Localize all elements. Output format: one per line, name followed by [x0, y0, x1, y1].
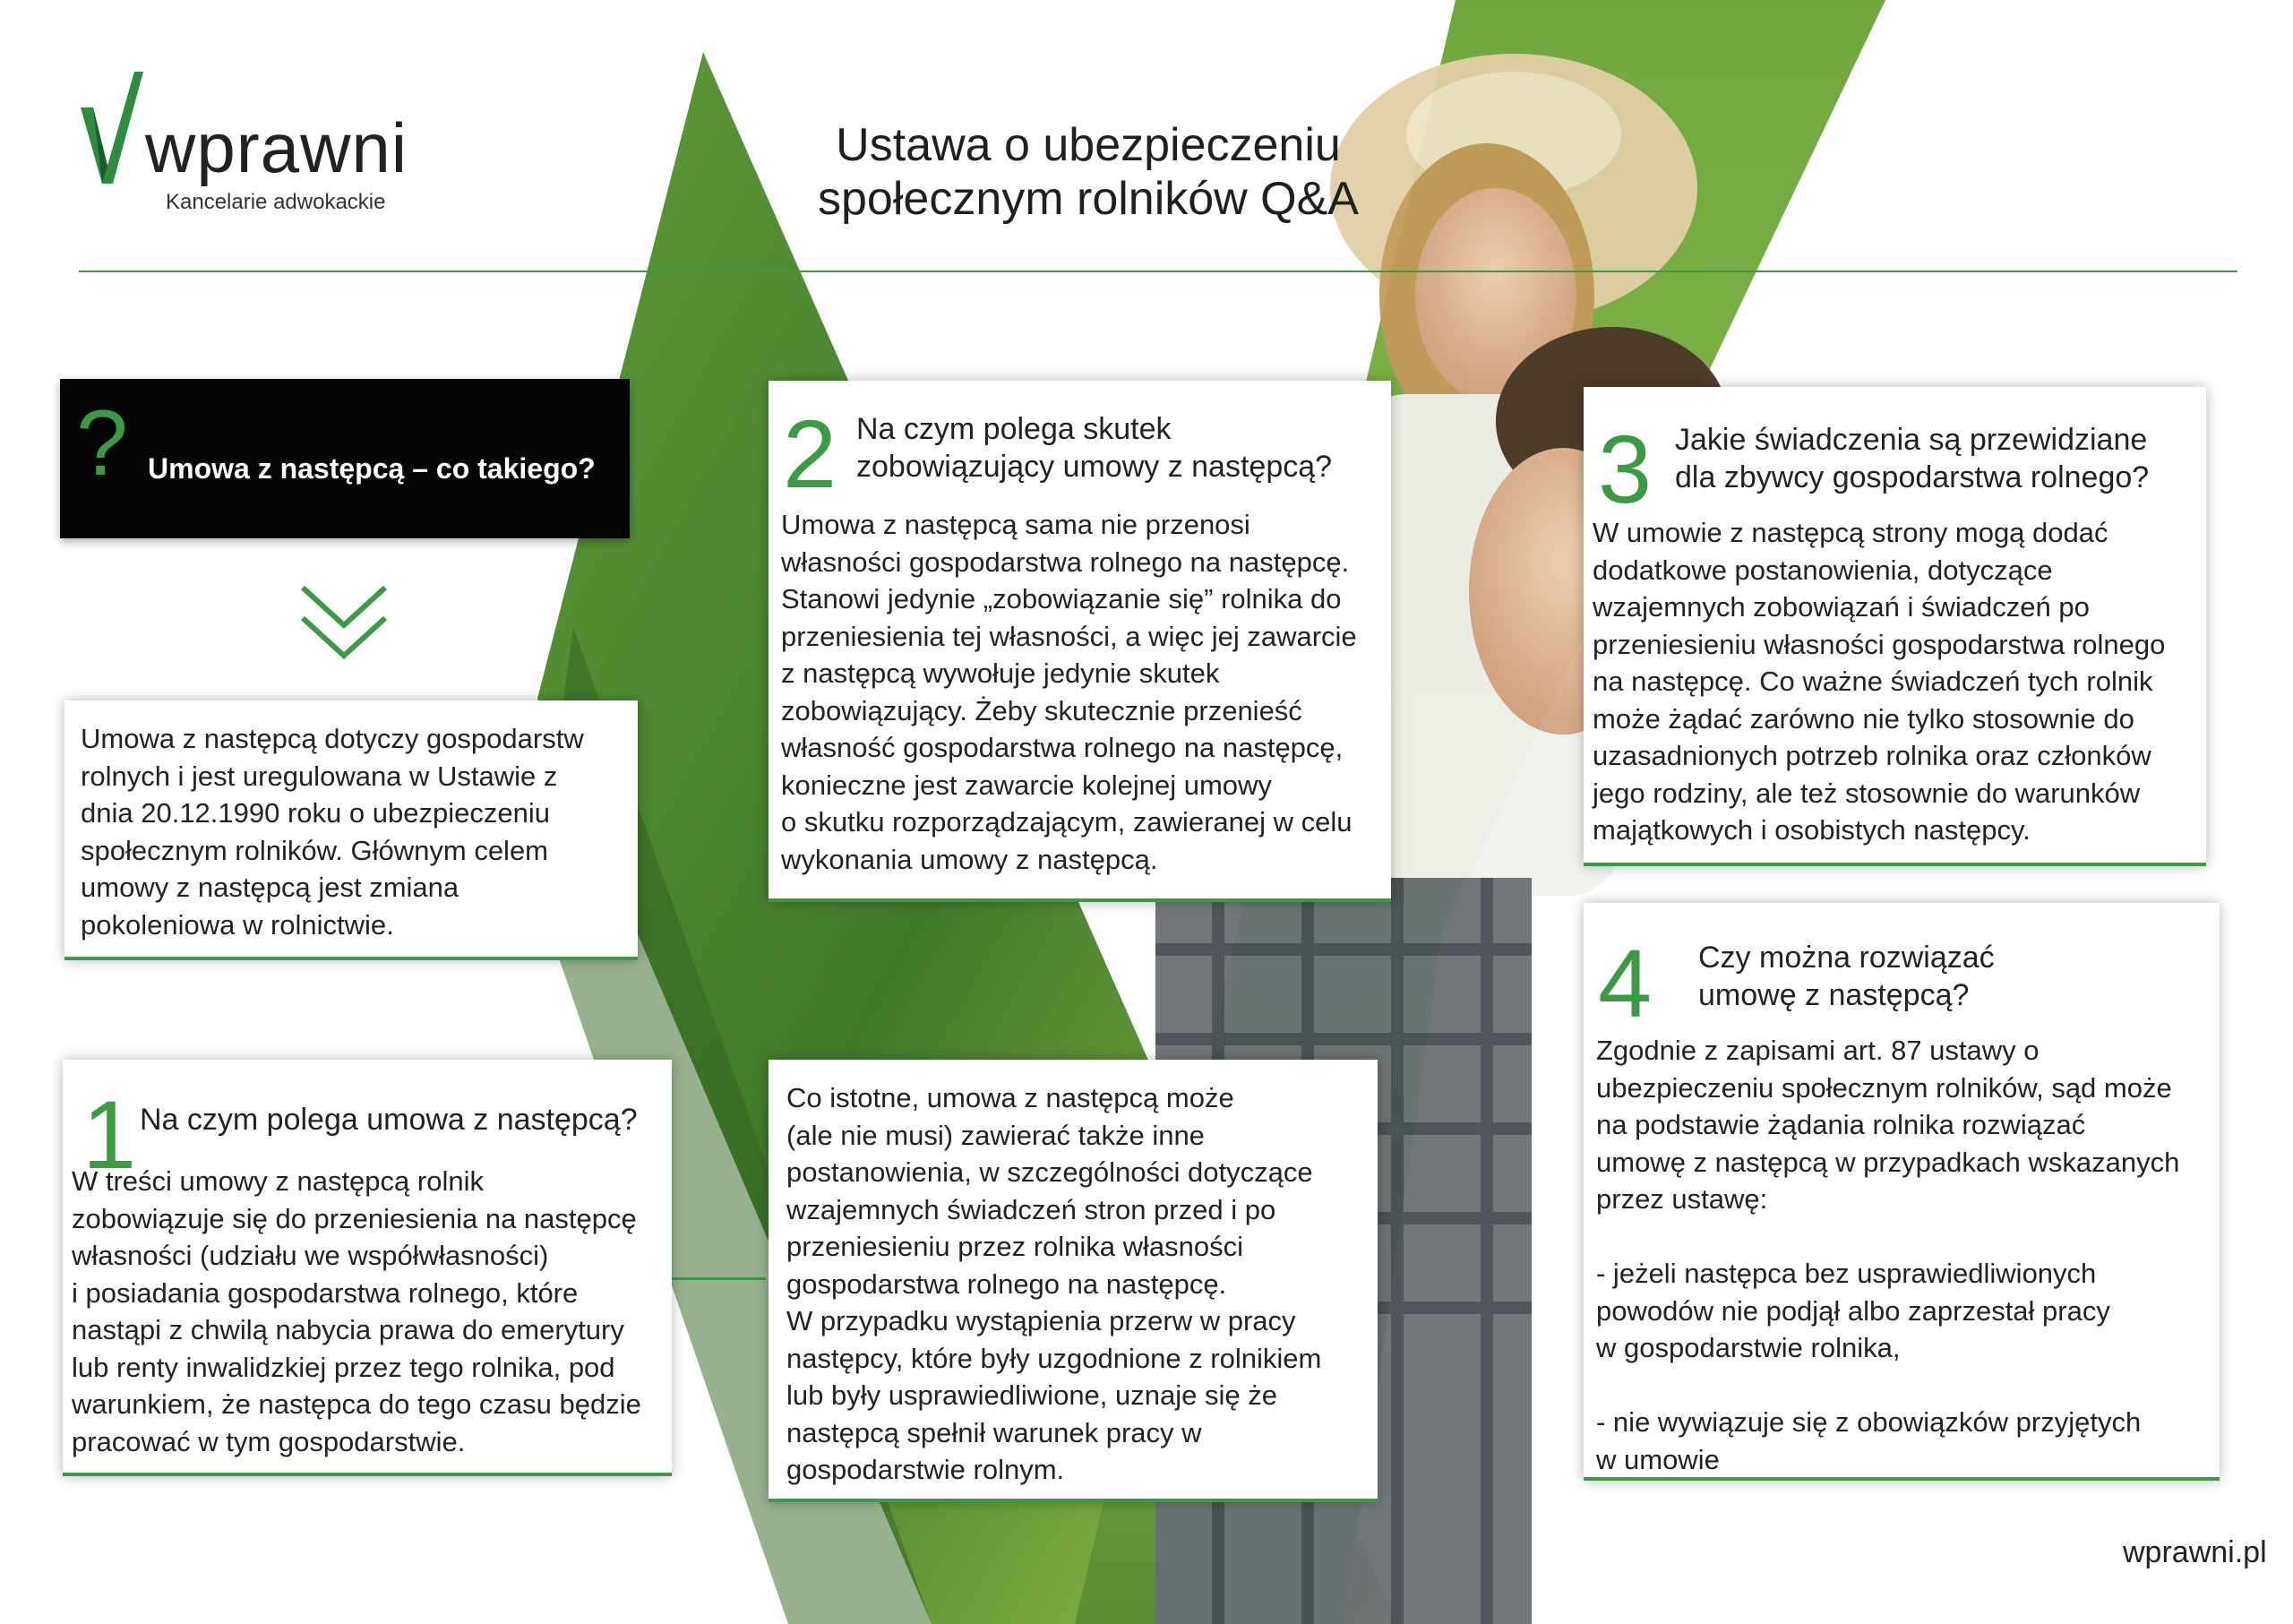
chevron-down-icon [299, 584, 389, 663]
intro-question-text: Umowa z następcą – co takiego? [148, 452, 596, 485]
q3-card [1584, 387, 2206, 866]
q1-card [63, 1060, 672, 1476]
logo[interactable] [81, 72, 408, 224]
q2-continued-card [769, 1060, 1378, 1502]
q1-body: W treści umowy z następcą rolnik zobowiązuje się do przeniesienia na następcę własności (udziału we współwłasności) i posiadania gospodarstwa rolnego, które nastąpi z chwilą nabycia prawa do emerytury lub renty inwalidzkiej przez tego rolnika, pod warunkiem, że następca do tego czasu będzie pracować w tym gospodarstwie. [72, 1165, 641, 1457]
q4-number: 4 [1598, 929, 1653, 1037]
q2-body: Umowa z następcą sama nie przenosi własności gospodarstwa rolnego na następcę. Stanowi jedynie „zobowiązanie się” rolnika do przeniesienia tej własności, a więc jej zawarcie z następcą wywołuje jedynie skutek zobowiązujący. Żeby skutecznie przenieść własność gospodarstwa rolnego na następcę, konieczne jest zawarcie kolejnej umowy o skutku rozporządzającym, zawieranej w celu wykonania umowy z następcą. [781, 509, 1357, 875]
q3-title: Jakie świadczenia są przewidziane dla zbywcy gospodarstwa rolnego? [1675, 423, 2150, 494]
q4-title: Czy można rozwiązać umowę z następcą? [1698, 941, 1995, 1012]
connector-line [667, 1277, 766, 1280]
footer-url[interactable]: wprawni.pl [2123, 1535, 2267, 1569]
question-mark-icon: ? [76, 391, 128, 495]
q2-card [769, 381, 1391, 902]
q3-body: W umowie z następcą strony mogą dodać dodatkowe postanowienia, dotyczące wzajemnych zobowiązań i świadczeń po przeniesieniu własności gospodarstwa rolnego na następcę. Co ważne świadczeń tych rolnik może żądać zarówno nie tylko stosownie do uzasadnionych potrzeb rolnika oraz członków jego rodziny, ale też stosownie do warunków majątkowych i osobistych następcy. [1593, 517, 2166, 846]
logo-subtitle: Kancelarie adwokackie [166, 190, 386, 214]
q4-card [1584, 903, 2220, 1481]
page-title: Ustawa o ubezpieczeniu społecznym rolników Q&A [818, 119, 1359, 225]
q4-body: Zgodnie z zapisami art. 87 ustawy o ubezpieczeniu społecznym rolników, sąd może na podstawie żądania rolnika rozwiązać umowę z następcą w przypadkach wskazanych przez ustawę: - jeżeli następca bez usprawiedliwionych powodów nie podjął albo zaprzestał pracy w gospodarstwie rolnika, - nie wywiązuje się z obowiązków przyjętych w umowie [1596, 1035, 2180, 1475]
intro-question-box [60, 379, 630, 538]
q1-title: Na czym polega umowa z następcą? [140, 1103, 638, 1137]
q2-number: 2 [783, 400, 837, 508]
q1-number: 1 [82, 1080, 137, 1189]
intro-answer-text: Umowa z następcą dotyczy gospodarstw rolnych i jest uregulowana w Ustawie z dnia 20.12.1990 roku o ubezpieczeniu społecznym rolników. Głównym celem umowy z następcą jest zmiana pokoleniowa w rolnictwie. [81, 723, 584, 941]
intro-answer-card [64, 700, 638, 960]
logo-wordmark: wprawni [145, 108, 408, 187]
q2-continued-body: Co istotne, umowa z następcą może (ale nie musi) zawierać także inne postanowienia, w szczególności dotyczące wzajemnych świadczeń stron przed i po przeniesieniu przez rolnika własności gospodarstwa rolnego na następcę. W przypadku wystąpienia przerw w pracy następcy, które były uzgodnione z rolnikiem lub były usprawiedliwione, uznaje się że następcą spełnił warunek pracy w gospodarstwie rolnym. [786, 1082, 1322, 1485]
logo-check-icon [81, 72, 143, 184]
q2-title: Na czym polega skutek zobowiązujący umowy z następcą? [856, 412, 1333, 484]
q3-number: 3 [1598, 415, 1653, 523]
header-divider [79, 271, 2237, 272]
